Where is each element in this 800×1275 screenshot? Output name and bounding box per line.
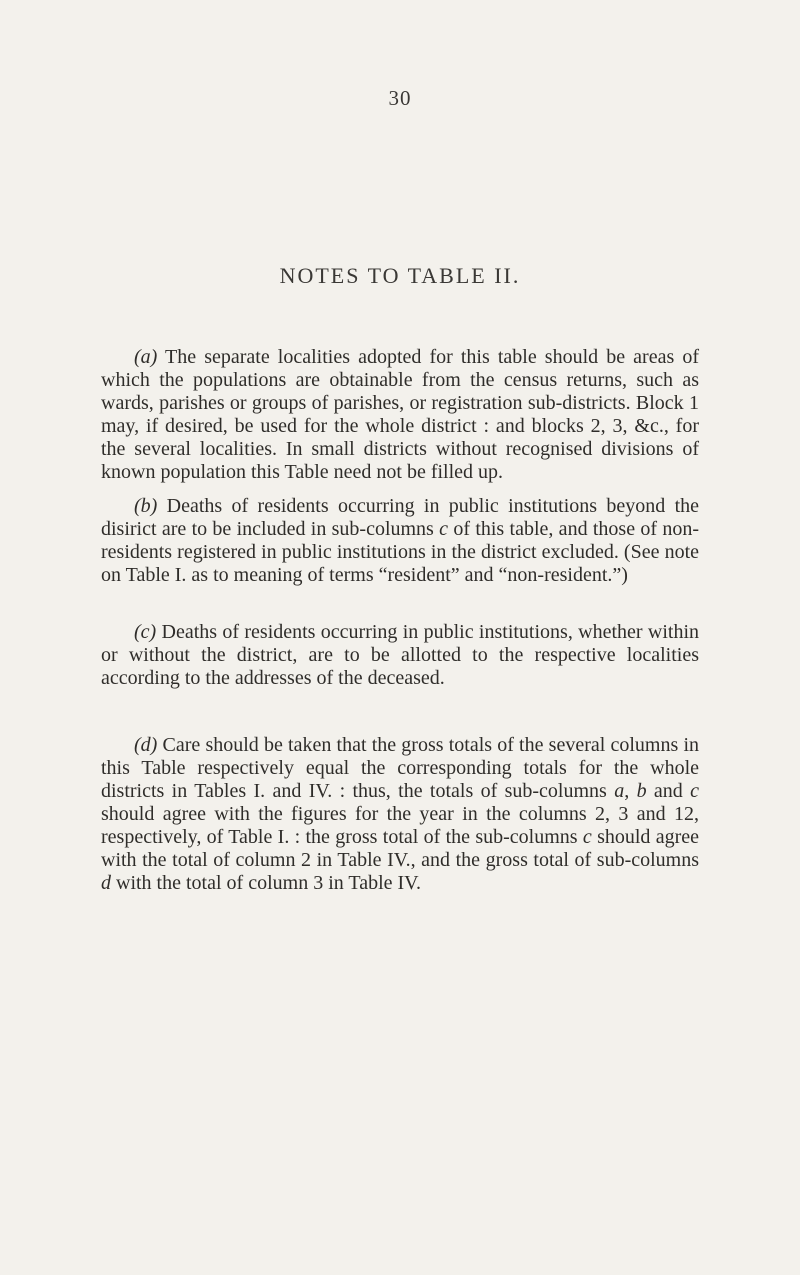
separator: , [624, 780, 630, 802]
note-text: Care should be taken that the gross totals of the several columns in this Table respectively equal the corresponding totals for the whole districts in Tables I. and IV. : thus, the totals of sub-columns [101, 734, 699, 802]
note-d [101, 734, 699, 895]
column-ref: c [582, 826, 592, 848]
note-text: Deaths of residents occurring in public institutions, whether within or without the district, are to be allotted to the respective localities according to the addresses of the deceased. [101, 621, 700, 689]
column-ref: c [690, 780, 700, 802]
page-title: NOTES TO TABLE II. [279, 263, 521, 288]
note-label: (d) [134, 734, 158, 756]
separator: and [653, 780, 683, 802]
note-text: of this table, and those of non-residents registered in public institutions in the district excluded. (See note on Table I. as to meaning of terms “resident” and “non-resident.”) [101, 518, 700, 586]
note-text: should agree with the figures for the year in the columns 2, 3 and 12, respectively, of Table I. : the gross total of the sub-columns [101, 803, 699, 848]
note-text: Deaths of residents occurring in public institutions beyond the disirict are to be included in sub-columns [101, 495, 700, 540]
note-label: (c) [134, 621, 157, 643]
note-a [101, 346, 699, 484]
note-label: (a) [134, 346, 158, 368]
page-number: 30 [388, 86, 412, 110]
note-label: (b) [134, 495, 158, 517]
note-c [101, 621, 699, 690]
column-ref: a [614, 780, 625, 802]
note-text: should agree with the total of column 2 in Table IV., and the gross total of sub-columns [101, 826, 699, 871]
note-b [101, 495, 699, 587]
note-text: The separate localities adopted for this table should be areas of which the populations are obtainable from the census returns, such as wards, parishes or groups of parishes, or registration sub-districts. Block 1 may, if desired, be used for the whole district : and blocks 2, 3, &c., for the several localities. In small districts without recognised divisions of known population this Table need not be filled up. [101, 346, 699, 483]
column-ref: d [101, 872, 111, 894]
column-ref: b [636, 780, 647, 802]
note-text: with the total of column 3 in Table IV. [116, 872, 422, 894]
column-ref: c [439, 518, 449, 540]
